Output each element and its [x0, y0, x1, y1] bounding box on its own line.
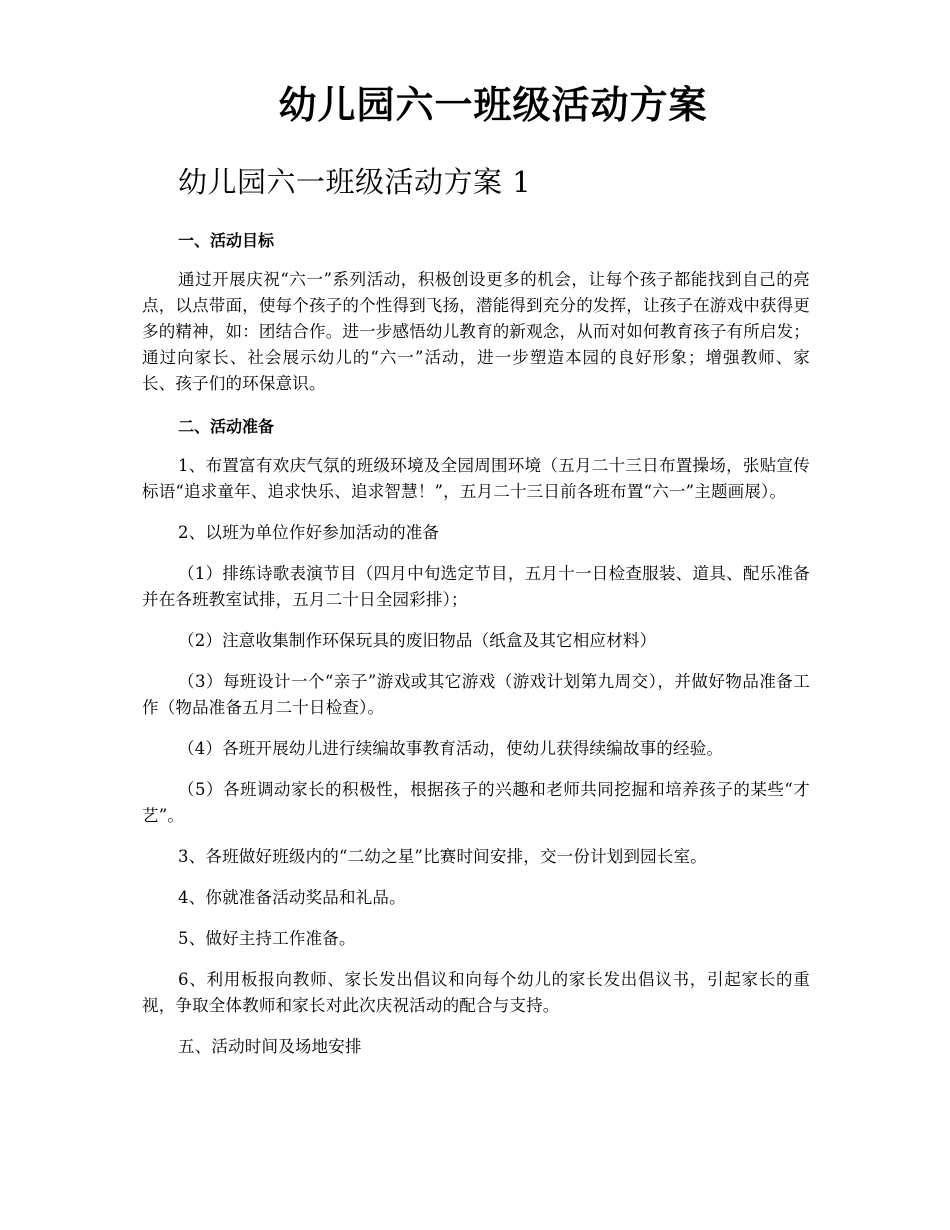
section-heading: 一、活动目标	[178, 231, 275, 250]
paragraph: （2）注意收集制作环保玩具的废旧物品（纸盒及其它相应材料）	[178, 631, 657, 650]
paragraph: （5）各班调动家长的积极性，根据孩子的兴趣和老师共同挖掘和培养孩子的某些“才艺”。	[142, 780, 810, 825]
section-heading: 二、活动准备	[178, 417, 275, 436]
paragraph: 4、你就准备活动奖品和礼品。	[178, 888, 406, 907]
document-title: 幼儿园六一班级活动方案	[278, 82, 708, 127]
paragraph: 五、活动时间及场地安排	[178, 1037, 362, 1056]
section-title: 幼儿园六一班级活动方案 1	[178, 165, 532, 199]
paragraph: 1、布置富有欢庆气氛的班级环境及全园周围环境（五月二十三日布置操场，张贴宣传标语“追求童年、追求快乐、追求智慧！”，五月二十三日前各班布置“六一”主题画展）。	[142, 456, 810, 501]
paragraph: 5、做好主持工作准备。	[178, 929, 356, 948]
paragraph: 6、利用板报向教师、家长发出倡议和向每个幼儿的家长发出倡议书，引起家长的重视，争取全体教师和家长对此次庆祝活动的配合与支持。	[142, 970, 810, 1015]
paragraph: （3）每班设计一个“亲子”游戏或其它游戏（游戏计划第九周交），并做好物品准备工作（物品准备五月二十日检查）。	[142, 672, 810, 717]
paragraph: 3、各班做好班级内的“二幼之星”比赛时间安排，交一份计划到园长室。	[178, 847, 707, 866]
paragraph: （1）排练诗歌表演节目（四月中旬选定节目，五月十一日检查服装、道具、配乐准备并在各班教室试排，五月二十日全园彩排）；	[142, 564, 810, 609]
paragraph: 2、以班为单位作好参加活动的准备	[178, 523, 440, 542]
paragraph: （4）各班开展幼儿进行续编故事教育活动，使幼儿获得续编故事的经验。	[178, 739, 724, 758]
paragraph: 通过开展庆祝“六一”系列活动，积极创设更多的机会，让每个孩子都能找到自己的亮点，以点带面，使每个孩子的个性得到飞扬，潜能得到充分的发挥，让孩子在游戏中获得更多的精神，如：团结合作。进一步感悟幼儿教育的新观念，从而对如何教育孩子有所启发；通过向家长、社会展示幼儿的“六一”活动，进一步塑造本园的良好形象；增强教师、家长、孩子们的环保意识。	[142, 270, 810, 393]
document-body	[142, 226, 810, 1075]
